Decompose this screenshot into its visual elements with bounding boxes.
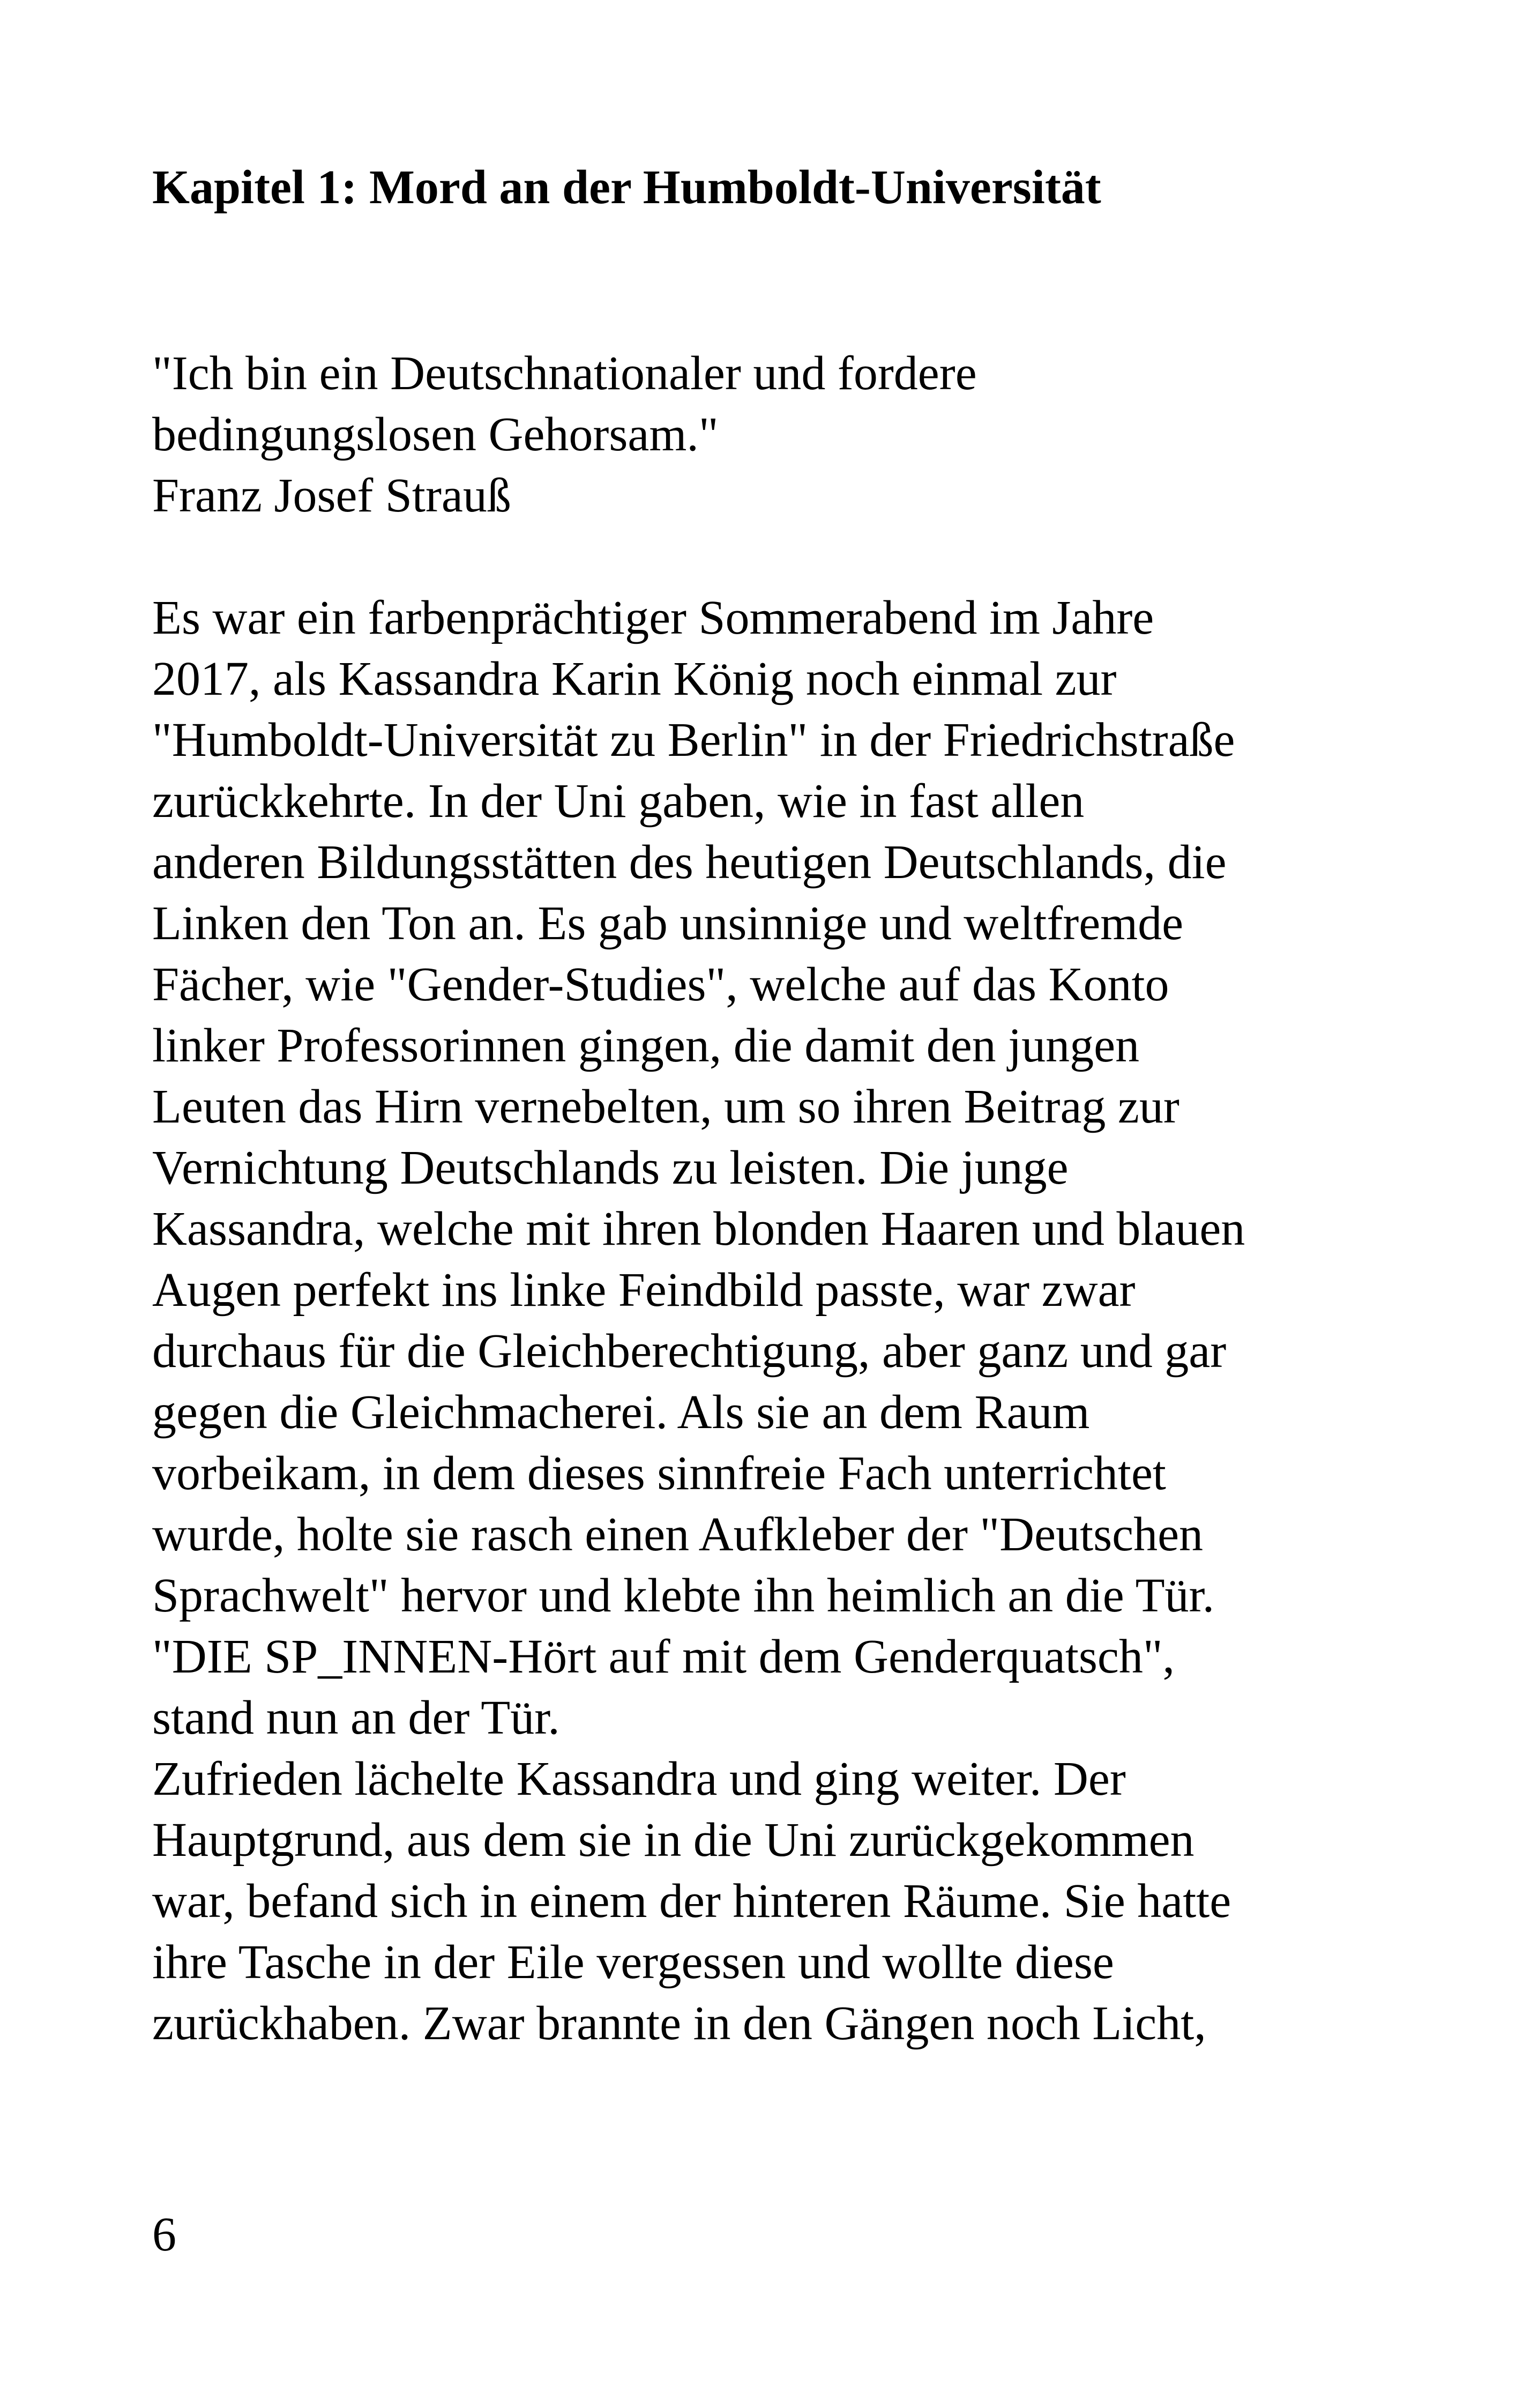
page-number: 6: [152, 2208, 176, 2261]
epigraph-attribution: Franz Josef Strauß: [152, 469, 511, 522]
body-line: war, befand sich in einem der hinteren Räume. Sie hatte: [152, 1875, 1231, 1928]
epigraph-line: bedingungslosen Gehorsam.": [152, 408, 719, 461]
body-line: 2017, als Kassandra Karin König noch einmal zur: [152, 652, 1117, 705]
body-line: durchaus für die Gleichberechtigung, aber ganz und gar: [152, 1325, 1227, 1378]
body-line: stand nun an der Tür.: [152, 1691, 560, 1744]
body-line: linker Professorinnen gingen, die damit den jungen: [152, 1019, 1140, 1072]
body-line: vorbeikam, in dem dieses sinnfreie Fach unterrichtet: [152, 1447, 1166, 1500]
body-line: anderen Bildungsstätten des heutigen Deutschlands, die: [152, 836, 1227, 889]
body-line: Linken den Ton an. Es gab unsinnige und weltfremde: [152, 897, 1184, 950]
body-text: [152, 588, 1417, 2054]
body-line: Hauptgrund, aus dem sie in die Uni zurückgekommen: [152, 1814, 1194, 1867]
body-line: Zufrieden lächelte Kassandra und ging weiter. Der: [152, 1752, 1126, 1805]
body-line: Vernichtung Deutschlands zu leisten. Die junge: [152, 1141, 1069, 1194]
epigraph: [152, 343, 1417, 526]
epigraph-line: "Ich bin ein Deutschnationaler und fordere: [152, 347, 977, 400]
body-line: Sprachwelt" hervor und klebte ihn heimlich an die Tür.: [152, 1569, 1215, 1622]
body-line: gegen die Gleichmacherei. Als sie an dem Raum: [152, 1386, 1090, 1439]
body-line: "Humboldt-Universität zu Berlin" in der Friedrichstraße: [152, 714, 1235, 767]
body-line: Leuten das Hirn vernebelten, um so ihren Beitrag zur: [152, 1080, 1179, 1133]
body-line: Fächer, wie "Gender-Studies", welche auf das Konto: [152, 958, 1169, 1011]
body-line: "DIE SP_INNEN-Hört auf mit dem Genderquatsch",: [152, 1630, 1175, 1683]
body-line: Kassandra, welche mit ihren blonden Haaren und blauen: [152, 1202, 1245, 1255]
body-line: Es war ein farbenprächtiger Sommerabend im Jahre: [152, 591, 1154, 644]
body-line: Augen perfekt ins linke Feindbild passte, war zwar: [152, 1264, 1136, 1317]
body-line: zurückkehrte. In der Uni gaben, wie in fast allen: [152, 775, 1085, 828]
body-line: ihre Tasche in der Eile vergessen und wollte diese: [152, 1936, 1114, 1989]
chapter-title: Kapitel 1: Mord an der Humboldt-Universität: [152, 161, 1101, 214]
body-line: wurde, holte sie rasch einen Aufkleber der "Deutschen: [152, 1508, 1204, 1561]
body-line: zurückhaben. Zwar brannte in den Gängen noch Licht,: [152, 1997, 1206, 2050]
